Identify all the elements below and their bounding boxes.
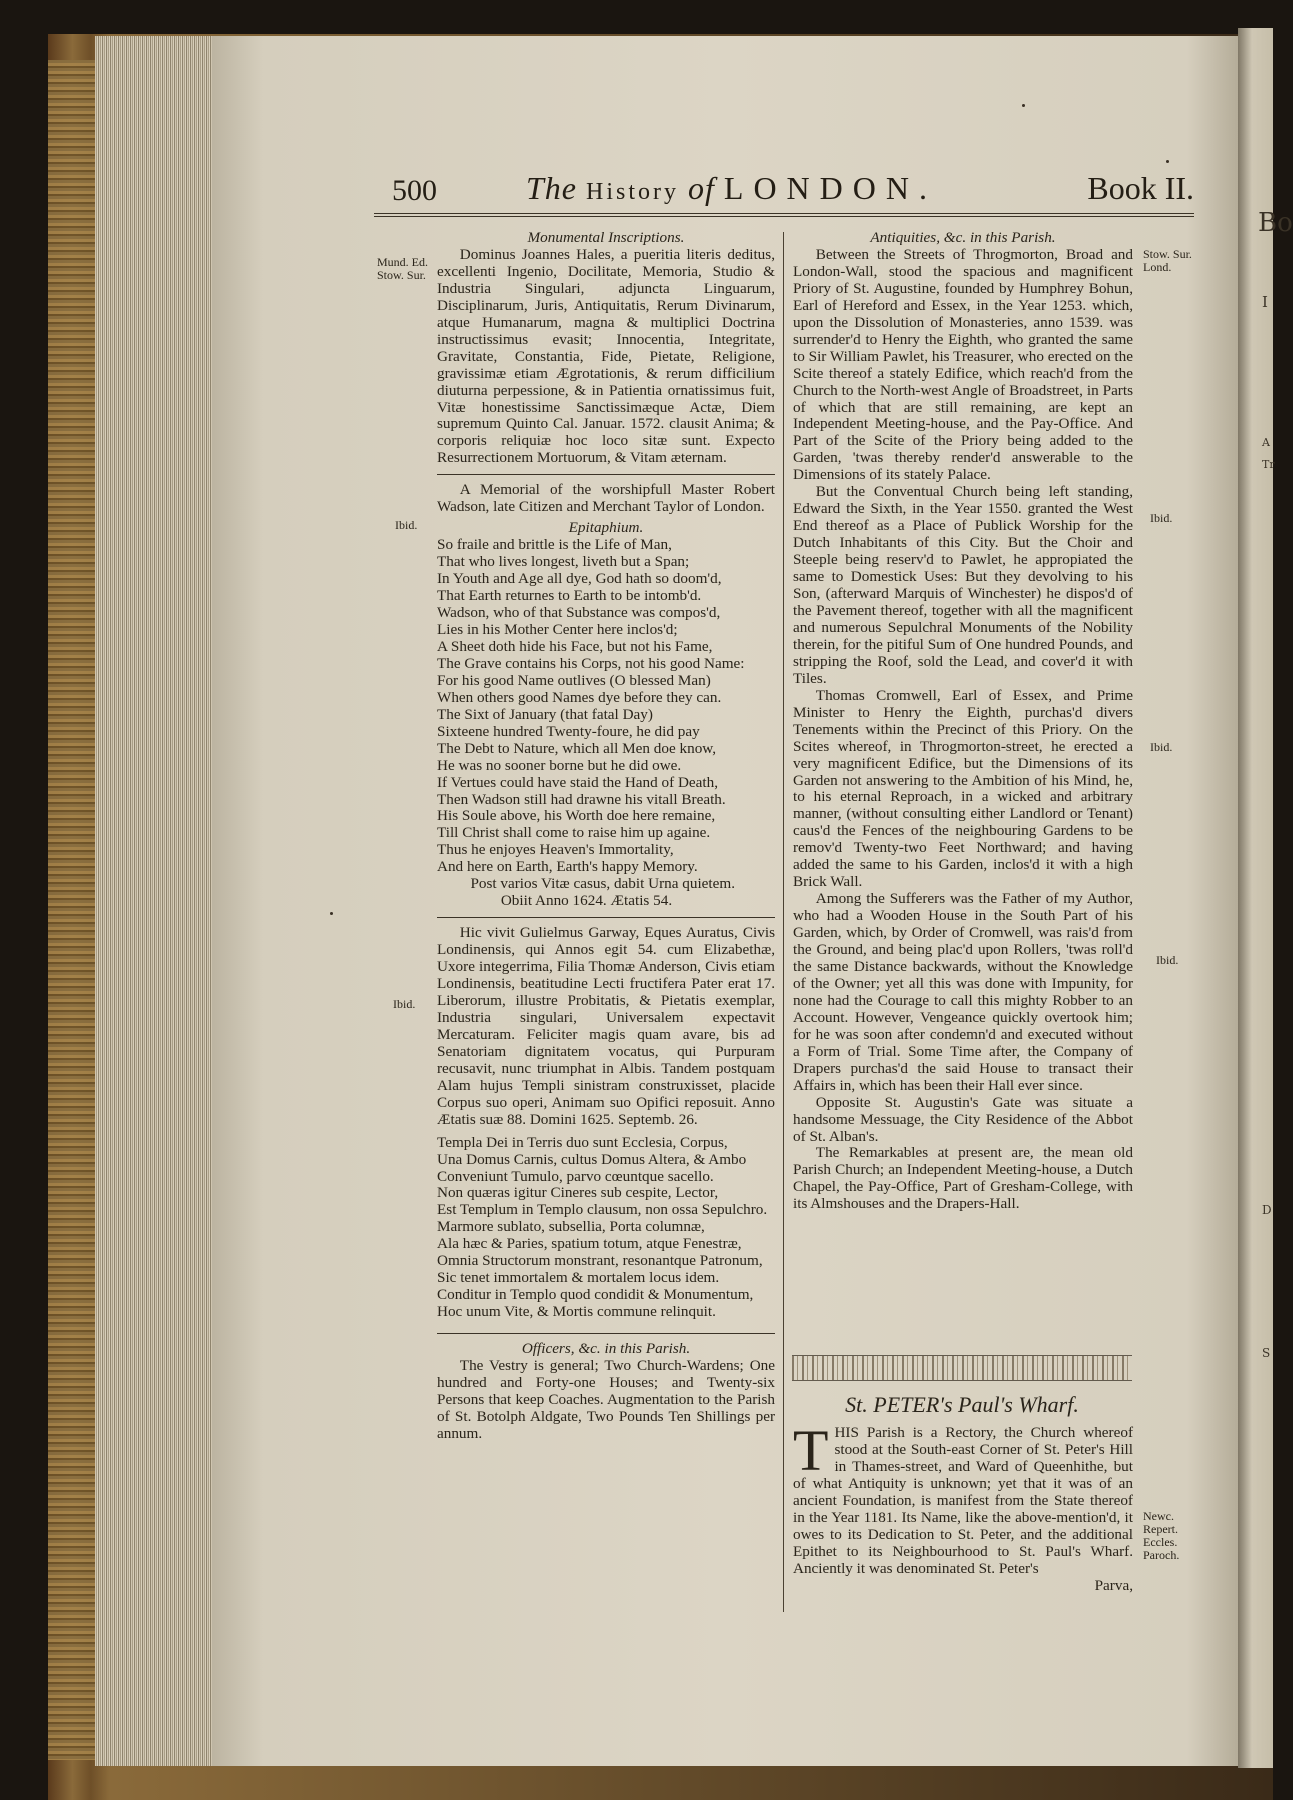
page-number: 500 [392,174,437,207]
drop-cap: T [793,1418,829,1483]
margin-note-line: Mund. Ed. [377,255,428,269]
st-peter-text [793,1418,1133,1578]
latin-verse: Hoc unum Vite, & Mortis commune relinquit. [437,1303,716,1321]
latin-verse: Non quæras igitur Cineres sub cespite, Lector, [437,1184,719,1202]
paper-speck [1166,160,1169,163]
ornamental-band [792,1355,1132,1381]
section-title: St. PETER's Paul's Wharf. [845,1392,1079,1417]
verse-line: He was no sooner borne but he did owe. [437,756,682,774]
latin-verse: Templa Dei in Terris duo sunt Ecclesia, Corpus, [437,1133,728,1151]
verse-line: That who lives longest, liveth but a Span; [437,553,690,571]
margin-note-line: Repert. [1143,1522,1178,1536]
officers-text: The Vestry is general; Two Church-Wardens; One hundred and Forty-one Houses; and Twenty-six Persons that keep Coaches. Augmentation to the Parish of St. Botolph Aldgate, Two Pounds Ten Shillings per annum. [437,1357,775,1442]
verse-line: Then Wadson still had drawne his vitall Breath. [437,790,726,808]
paper-speck [1022,104,1025,107]
latin-verse: Est Templum in Templo clausum, non ossa Sepulchro. [437,1201,768,1219]
facing-page-fragment: D [1262,1203,1272,1217]
margin-note-line: Eccles. [1143,1535,1178,1549]
title-london: LONDON. [723,170,937,206]
verse-line: The Sixt of January (that fatal Day) [437,705,653,723]
verse-line: For his good Name outlives (O blessed Man) [437,671,711,689]
latin-verse: Ala hæc & Paries, spatium totum, atque Fenestræ, [437,1235,742,1253]
margin-note-right: Ibid. [1150,511,1173,525]
verse-line: When others good Names dye before they can. [437,688,722,706]
margin-note-right [1143,248,1192,274]
running-title [526,170,937,207]
margin-note-right: Ibid. [1156,953,1179,967]
left-column [437,230,775,1443]
epitaphium-heading: Epitaphium. [568,519,644,537]
running-head [374,166,1194,214]
verse-line: Thus he enjoyes Heaven's Immortality, [437,841,674,859]
margin-note-right [1143,1510,1179,1562]
post-varios: Post varios Vitæ casus, dabit Urna quietem. [470,875,735,893]
page-edges [95,36,213,1766]
column-divider [783,232,784,1612]
st-peter-section [793,1418,1133,1595]
title-the: The [526,170,577,206]
margin-note-left: Ibid. [393,997,416,1011]
verse-line: The Grave contains his Corps, not his good Name: [437,654,745,672]
facing-page-fragment: S [1262,1346,1271,1360]
antiquities-p5: Opposite St. Augustin's Gate was situate a handsome Messuage, the City Residence of the Abbot of St. Alban's. [793,1093,1133,1145]
margin-note-left: Ibid. [395,518,418,532]
margin-note-line: Paroch. [1143,1548,1180,1562]
verse-line: Sixteene hundred Twenty-foure, he did pay [437,722,700,740]
margin-note-line: Stow. Sur. [1143,247,1192,261]
facing-page-fragment: Tr [1262,458,1275,471]
st-peter-body: HIS Parish is a Rectory, the Church whereof stood at the South-east Corner of St. Peter's Hill in Thames-street, and Ward of Queenhithe, but of what Antiquity is unknown; yet that it was of an ancient Foundation, is manifest from the State thereof in the Year 1181. Its Name, like the above-mention'd, it owes to its Dedication to St. Peter, and the additional Epithet to its Neighbourhood to St. Paul's Wharf. Anciently it was denominated St. Peter's [793,1424,1133,1577]
facing-page-fragment: Bo [1258,208,1293,238]
heading-officers: Officers, &c. in this Parish. [521,1340,691,1358]
paper-speck [330,912,333,915]
latin-verse: Conditur in Templo quod condidit & Monumentum, [437,1286,754,1304]
divider [437,1333,775,1334]
verse-line: Wadson, who of that Substance was compos'd, [437,604,721,622]
divider [437,917,775,918]
head-rule-lower [374,216,1194,217]
verse-line: And here on Earth, Earth's happy Memory. [437,858,698,876]
verse-line: Lies in his Mother Center here inclos'd; [437,620,678,638]
heading-inscriptions: Monumental Inscriptions. [527,229,685,246]
title-history: History [586,179,679,205]
head-rule [374,213,1194,214]
latin-verse: Marmore sublato, subsellia, Porta columnæ, [437,1218,705,1236]
facing-page-fragment: A [1262,436,1270,449]
verse-line: Till Christ shall come to raise him up againe. [437,824,711,842]
verse-line: The Debt to Nature, which all Men doe know, [437,739,717,757]
divider [437,474,775,475]
antiquities-p6: The Remarkables at present are, the mean old Parish Church; an Independent Meeting-house, a Dutch Chapel, the Pay-Office, Part of Gresham-College, with its Almshouses and the Drapers-Hall. [793,1144,1133,1213]
margin-note-line: Newc. [1143,1509,1174,1523]
verse-line: If Vertues could have staid the Hand of Death, [437,773,719,791]
antiquities-p2: But the Conventual Church being left standing, Edward the Sixth, in the Year 1550. granted the West End thereof as a Place of Publick Worship for the Dutch Inhabitants of this City. But the Choir and Steeple being reserv'd to Pawlet, he appropiated the same to Domestick Uses: But they devolving to his Son, (afterward Marquis of Winchester) he dispos'd of the Pavement thereof, together with all the magnificent and numerous Sepulchral Monuments of the Nobility therein, for the pitiful Sum of One hundred Pounds, and stripping the Roof, sold the Lead, and cover'd it with Tiles. [793,483,1133,687]
antiquities-p4: Among the Sufferers was the Father of my Author, who had a Wooden House in the South Part of his Garden, which, by Order of Cromwell, was rais'd from the Ground, and being plac'd upon Rollers, 'twas roll'd the same Distance backwards, without the Knowledge of the Owner; yet all this was done with Impunity, for none had the Courage to call this mighty Robber to an Account. However, Vengeance quickly overtook him; for he was soon after condemn'd and executed without a Form of Trial. Some Time after, the Company of Drapers purchas'd the said House to transact their Affairs in, which has been their Hall ever since. [793,890,1133,1094]
antiquities-p1: Between the Streets of Throgmorton, Broad and London-Wall, stood the spacious and magnificent Priory of St. Augustine, founded by Humphrey Bohun, Earl of Hereford and Essex, in the Year 1253. which, upon the Dissolution of Monasteries, anno 1539. was surrender'd to Henry the Eighth, who granted the same to Sir William Pawlet, his Treasurer, who erected on the Scite thereof a stately Edifice, which reach'd from the Church to the North-west Angle of Broadstreet, in Parts of which that are still remaining, are kept an Independent Meeting-house, and the Pay-Office. And Part of the Scite of the Priory being added to the Garden, 'twas thereby render'd answerable to the Dimensions of its stately Palace. [793,245,1133,484]
garway-inscription: Hic vivit Gulielmus Garway, Eques Auratus, Civis Londinensis, qui Annos egit 54. cum Elizabethæ, Uxore integerrima, Filia Thomæ Anderson, Civis etiam Londinensis, beatitudine Lecti fructifera Pater erat 17. Liberorum, illustre Probitatis, & Pietatis exemplar, Industria singulari, Universalem expectavit Mercaturam. Feliciter magis quam avare, bis ad Senatoriam dignitatem vocatus, qui Purpuram recusavit, nunc triumphat in Albis. Tandem postquam Alam hujus Templi sinistram construxisset, placide Corpus suo operi, Animam suo Opifici reposuit. Anno Ætatis suæ 88. Domini 1625. Septemb. 26. [437,924,775,1128]
facing-page-edge [1238,28,1293,1768]
title-of: of [688,170,715,206]
latin-verse: Omnia Structorum monstrant, resonantque Patronum, [437,1252,763,1270]
verse-line: In Youth and Age all dye, God hath so doom'd, [437,570,722,588]
verse-line: So fraile and brittle is the Life of Man, [437,536,672,554]
facing-page-fragment: I [1262,293,1268,311]
latin-verse: Conveniunt Tumulo, parvo cœuntque sacello. [437,1167,714,1185]
wadson-intro: A Memorial of the worshipfull Master Robert Wadson, late Citizen and Merchant Taylor of London. [437,481,775,516]
margin-note-left [377,256,428,282]
verse-line: That Earth returnes to Earth to be intomb'd. [437,587,702,605]
book-label: Book II. [1087,170,1194,206]
verse-line: A Sheet doth hide his Face, but not his Fame, [437,637,713,655]
margin-note-line: Lond. [1143,260,1172,274]
margin-note-line: Stow. Sur. [377,268,426,282]
hales-inscription: Dominus Joannes Hales, a pueritia literis deditus, excellenti Ingenio, Docilitate, Memoria, Studio & Industria Singulari, adjuncta Linguarum, Disciplinarum, Juris, Antiquitatis, Rerum Divinarum, atque Humanarum, magna & multiplici Doctrina instructissimus evasit; Innocentia, Integritate, Gravitate, Constantia, Fide, Pietate, Religione, gravissimæ etiam Ægrotationis, & rerum difficilium diuturna perpessione, & in Patientia ornatissimus fuit, Vitæ honestissime Sanctissimæque Actæ, Diem supremum Quinto Cal. Januar. 1572. clausit Anima; & corporis reliquiæ hoc loco sitæ sunt. Expecto Resurrectionem Mortuorum, & Vitam æternam. [437,245,775,467]
latin-verse: Una Domus Carnis, cultus Domus Altera, & Ambo [437,1150,747,1168]
heading-antiquities: Antiquities, &c. in this Parish. [870,229,1056,246]
right-column [793,230,1133,1213]
verse-line: His Soule above, his Worth doe here remaine, [437,807,716,825]
antiquities-p3: Thomas Cromwell, Earl of Essex, and Prime Minister to Henry the Eighth, purchas'd divers Tenements within the Precinct of this Priory. On the Scites whereof, in Throgmorton-street, he erected a very magnificent Edifice, but the Dimensions of its Garden not answering to the Ambition of his Mind, he, to his eternal Reproach, in a wicked and arbitrary manner, (without consulting either Landlord or Tenant) caus'd the Fences of the neighbouring Gardens to be remov'd Twenty-two Feet Northward; and having added the same to his Garden, inclos'd it with a high Brick Wall. [793,686,1133,891]
margin-note-right: Ibid. [1150,740,1173,754]
obiit-line: Obiit Anno 1624. Ætatis 54. [500,892,673,910]
latin-verse: Sic tenet immortalem & mortalem locus idem. [437,1269,720,1287]
catchword: Parva, [1094,1576,1133,1594]
